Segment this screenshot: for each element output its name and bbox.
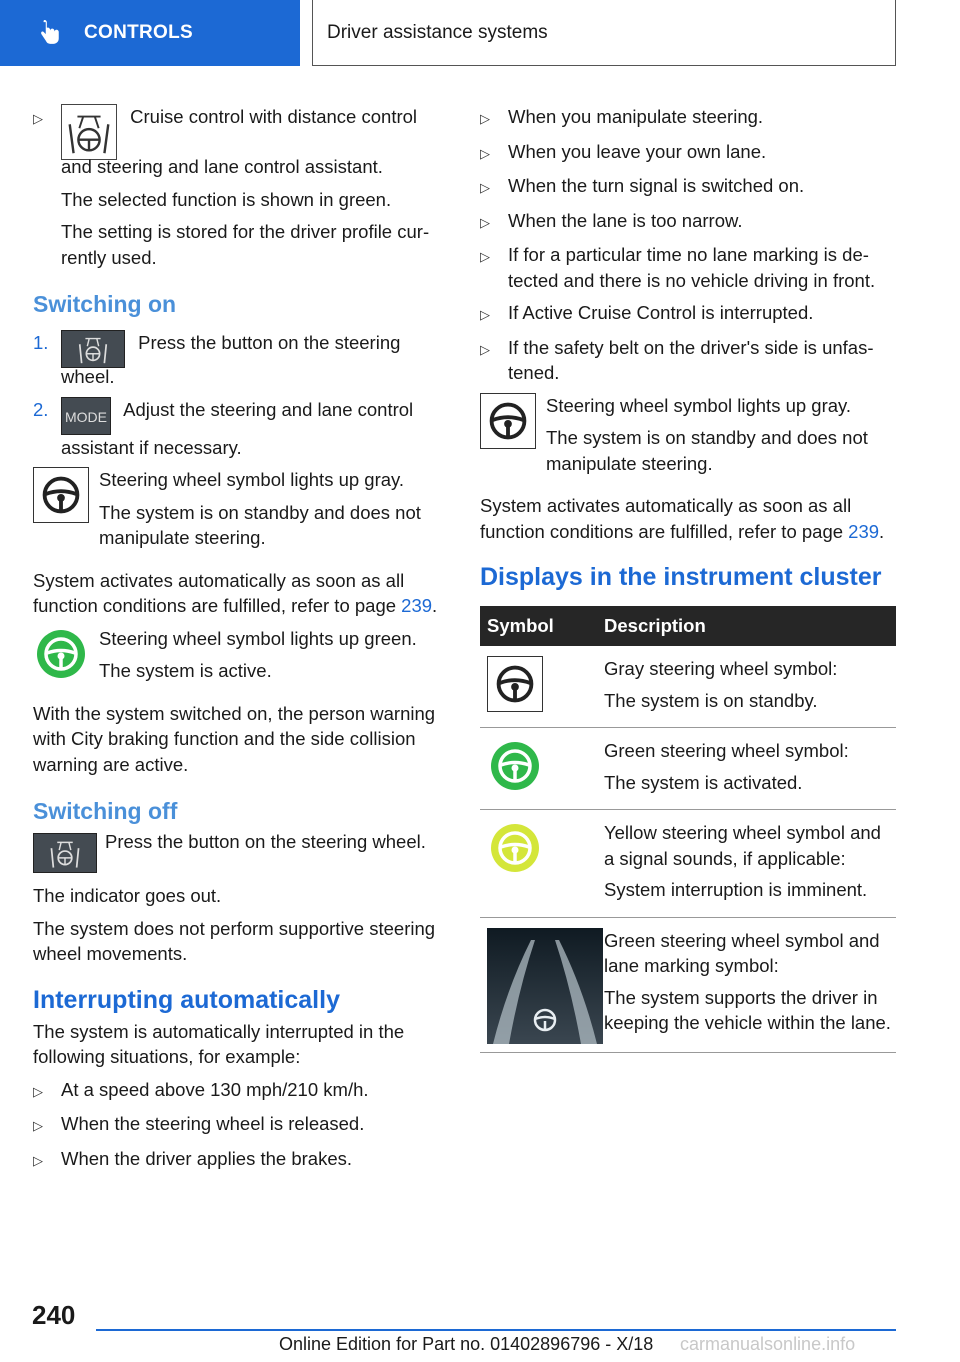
section-tab-controls[interactable] — [0, 0, 300, 66]
list-item: ▷ If for a particular time no lane marking is detected and there is no vehicle driving in front. — [480, 242, 896, 293]
step-number: 2. — [33, 398, 49, 420]
triangle-bullet-icon: ▷ — [480, 145, 490, 161]
gray-line-1: Steering wheel symbol lights up gray. — [99, 469, 405, 490]
green-line-2: The system is active. — [99, 660, 272, 681]
symbol-table — [480, 606, 896, 1053]
gray-line-1: Steering wheel symbol lights up gray. — [546, 394, 852, 416]
steering-wheel-gray-icon — [33, 467, 89, 523]
step-1-text: Press the button on the steering wheel. — [61, 332, 401, 387]
steering-wheel-green-icon — [33, 626, 89, 682]
page-link[interactable]: 239 — [401, 595, 433, 616]
chapter-title: Driver assistance systems — [312, 0, 896, 66]
list-item: ▷ If the safety belt on the driver's side is unfastened. — [480, 335, 896, 386]
triangle-bullet-icon: ▷ — [480, 341, 490, 357]
triangle-bullet-icon: ▷ — [480, 249, 490, 264]
triangle-bullet-icon: ▷ — [480, 111, 490, 126]
no-steer-text: The system does not perform supportive steering wheel movements. — [33, 917, 436, 964]
selected-green-text: The selected function is shown in green. — [61, 188, 392, 210]
table-row: Yellow steering wheel symbol and a signal sounds, if applicable: System interruption is imminent. — [480, 810, 896, 918]
gray-symbol-note — [480, 393, 896, 484]
list-item: ▷ When you manipulate steering. — [480, 104, 896, 132]
mode-button-icon: MODE — [61, 397, 111, 435]
triangle-bullet-icon: ▷ — [480, 307, 490, 322]
steering-wheel-gray-icon — [487, 656, 543, 712]
switch-off-text: Press the button on the steering wheel. — [105, 831, 426, 852]
list-item: ▷ When the steering wheel is released. — [33, 1111, 443, 1139]
triangle-bullet-icon: ▷ — [33, 1118, 43, 1133]
cruise-mode-text: Cruise control with distance control and steering and lane control assistant. — [61, 106, 418, 177]
triangle-bullet-icon: ▷ — [33, 1083, 43, 1099]
cruise-control-lane-icon — [61, 104, 117, 160]
right-column — [480, 104, 896, 1053]
list-item-cruise-mode — [33, 104, 443, 180]
hand-pointer-icon — [36, 20, 62, 46]
triangle-bullet-icon: ▷ — [480, 214, 490, 230]
triangle-bullet-icon: ▷ — [480, 180, 490, 195]
lane-marking-display-icon — [487, 928, 603, 1044]
section-tab-label: CONTROLS — [84, 22, 194, 43]
table-header — [480, 606, 896, 646]
indicator-out-text: The indicator goes out. — [33, 885, 222, 906]
triangle-bullet-icon: ▷ — [33, 111, 43, 126]
edition-text: Online Edition for Part no. 01402896796 - X/18 — [279, 1334, 654, 1354]
table-row: Gray steering wheel symbol: The system is on standby. — [480, 646, 896, 728]
table-row: Green steering wheel symbol: The system is activated. — [480, 728, 896, 810]
auto-activate-text: System activates automatically as soon as all function conditions are fulfilled, refer to page 239. — [480, 495, 885, 542]
switch-off-note — [33, 829, 443, 873]
gray-line-2: The system is on standby and does not manipulate steering. — [99, 501, 421, 548]
triangle-bullet-icon: ▷ — [33, 1152, 43, 1168]
setting-stored-text: The setting is stored for the driver profile currently used. — [61, 221, 430, 268]
page-header — [0, 0, 960, 66]
watermark: carmanualsonline.info — [680, 1334, 856, 1354]
heading-switching-off: Switching off — [33, 798, 178, 824]
list-item: ▷ When you leave your own lane. — [480, 139, 896, 167]
list-item: ▷ When the driver applies the brakes. — [33, 1146, 443, 1174]
steering-wheel-gray-icon — [480, 393, 536, 449]
heading-interrupting: Interrupting automatically — [33, 985, 340, 1014]
heading-displays: Displays in the instrument cluster — [480, 563, 882, 591]
steering-assist-button-icon — [61, 330, 125, 368]
gray-line-2: The system is on standby and does not manipulate steering. — [546, 427, 868, 474]
step-2-text: Adjust the steering and lane control assistant if necessary. — [61, 398, 414, 458]
switched-on-text: With the system switched on, the person warning with City braking function and the side collision warning are active. — [33, 702, 436, 775]
table-row: Green steering wheel symbol and lane marking symbol: The system supports the driver in keeping the vehicle within the lane. — [480, 918, 896, 1053]
step-number: 1. — [33, 332, 49, 353]
step-1 — [33, 330, 443, 390]
heading-switching-on: Switching on — [33, 291, 177, 317]
gray-symbol-note — [33, 467, 443, 558]
list-item: ▷ At a speed above 130 mph/210 km/h. — [33, 1077, 443, 1105]
col-symbol-header: Symbol — [487, 615, 554, 637]
steering-wheel-green-icon — [487, 738, 543, 794]
steering-wheel-yellow-icon — [487, 820, 543, 876]
list-item: ▷ When the lane is too narrow. — [480, 208, 896, 236]
list-item: ▷ When the turn signal is switched on. — [480, 173, 896, 201]
steering-assist-button-icon — [33, 833, 97, 873]
interrupt-intro-text: The system is automatically interrupted in the following situations, for example: — [33, 1020, 405, 1067]
footer-divider — [96, 1329, 896, 1331]
left-column — [33, 104, 443, 1180]
page-number: 240 — [32, 1300, 76, 1330]
green-symbol-note — [33, 626, 443, 691]
green-line-1: Steering wheel symbol lights up green. — [99, 627, 417, 649]
auto-activate-text: System activates automatically as soon as all function conditions are fulfilled, refer to page 239. — [33, 569, 438, 616]
list-item: ▷ If Active Cruise Control is interrupted. — [480, 300, 896, 328]
page-link[interactable]: 239 — [848, 520, 880, 542]
step-2 — [33, 397, 443, 461]
col-description-header: Description — [604, 615, 706, 637]
